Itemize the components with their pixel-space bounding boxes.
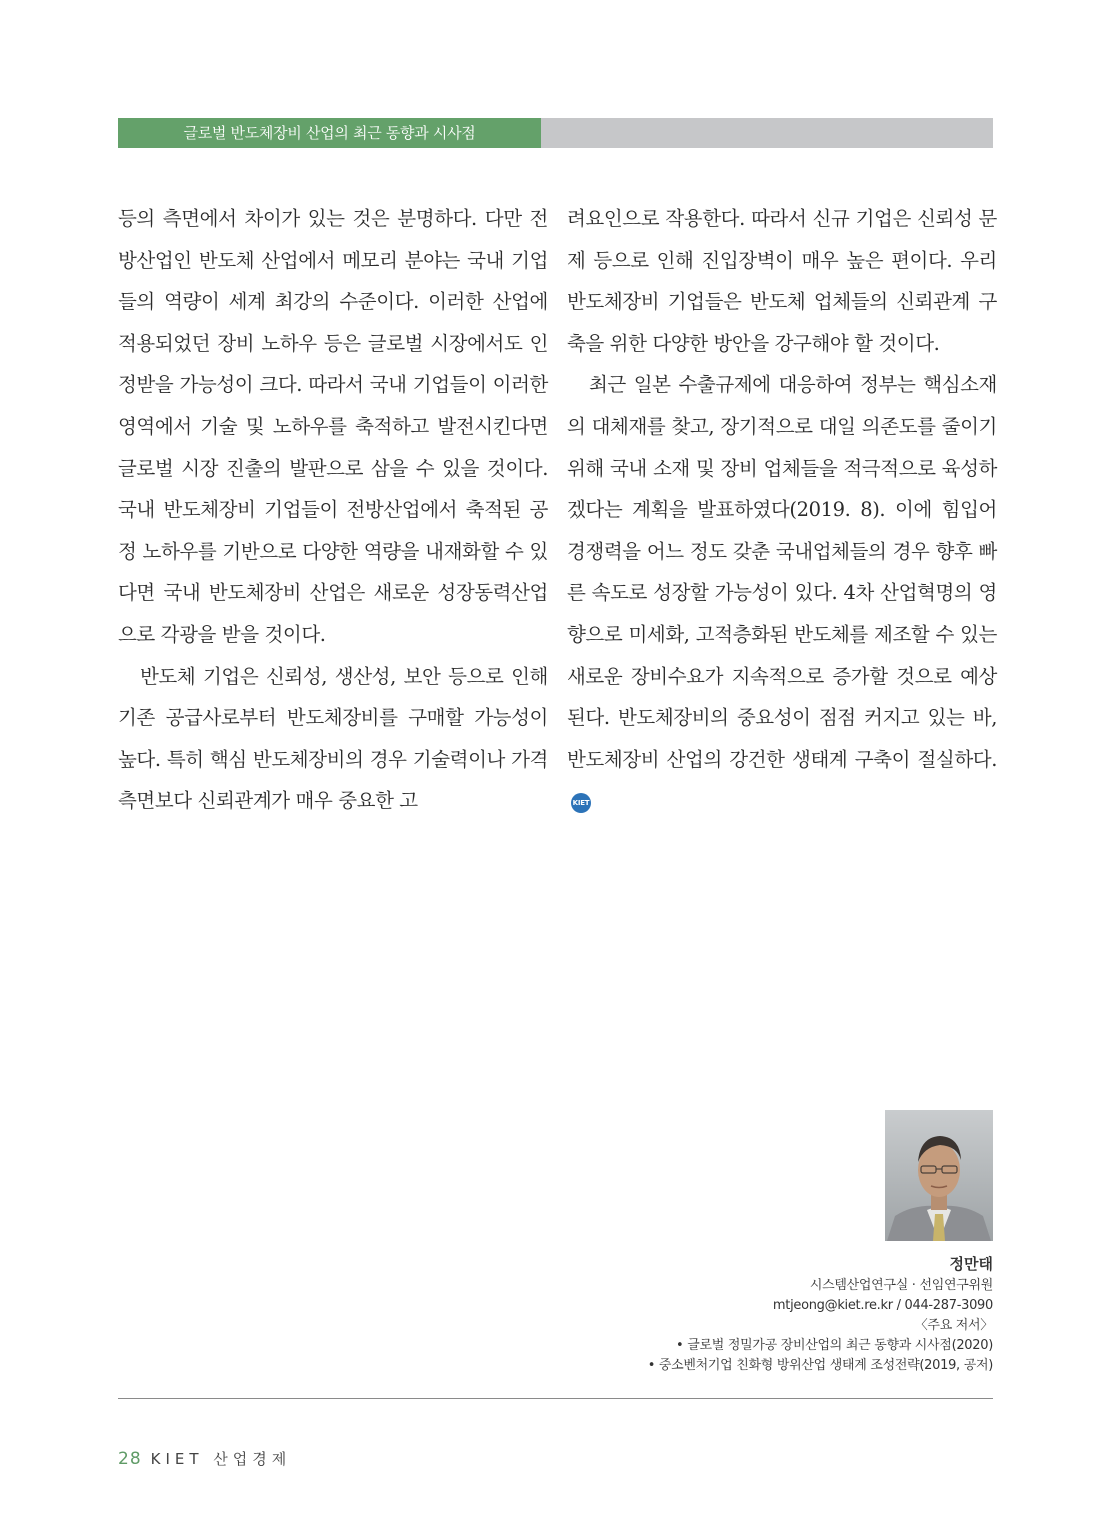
- body-paragraph: [567, 364, 997, 822]
- author-work-item: • 중소벤처기업 친화형 방위산업 생태계 조성전략(2019, 공저): [647, 1358, 993, 1373]
- author-contact: mtjeong@kiet.re.kr / 044-287-3090: [772, 1298, 993, 1313]
- body-paragraph: 려요인으로 작용한다. 따라서 신규 기업은 신뢰성 문제 등으로 인해 진입장벽이 매우 높은 편이다. 우리 반도체장비 기업들은 반도체 업체들의 신뢰관계 구축을 위한 다양한 방안을 강구해야 할 것이다.: [567, 207, 997, 355]
- author-info: [648, 1252, 993, 1376]
- magazine-name: KIET 산업경제: [150, 1450, 292, 1468]
- author-photo: [885, 1110, 993, 1241]
- author-work-item: • 글로벌 정밀가공 장비산업의 최근 동향과 시사점(2020): [676, 1338, 993, 1353]
- author-name: 정만태: [949, 1255, 993, 1273]
- body-paragraph: 반도체 기업은 신뢰성, 생산성, 보안 등으로 인해 기존 공급사로부터 반도체장비를 구매할 가능성이 높다. 특히 핵심 반도체장비의 경우 기술력이나 가격 측면보다 신뢰관계가 매우 중요한 고: [118, 664, 548, 813]
- author-portrait-image: [885, 1110, 993, 1241]
- running-header-bar: [118, 118, 993, 148]
- running-header-title: 글로벌 반도체장비 산업의 최근 동향과 시사점: [118, 118, 541, 148]
- author-works-heading: 〈주요 저서〉: [914, 1318, 993, 1333]
- page-number: 28: [118, 1449, 142, 1469]
- body-paragraph-text: 최근 일본 수출규제에 대응하여 정부는 핵심소재의 대체재를 찾고, 장기적으로 대일 의존도를 줄이기 위해 국내 소재 및 장비 업체들을 적극적으로 육성하겠다는 계획을 발표하였다(2019. 8). 이에 힘입어 경쟁력을 어느 정도 갖춘 국내업체들의 경우 향후 빠른 속도로 성장할 가능성이 있다. 4차 산업혁명의 영향으로 미세화, 고적층화된 반도체를 제조할 수 있는 새로운 장비수요가 지속적으로 증가할 것으로 예상된다. 반도체장비의 중요성이 점점 커지고 있는 바, 반도체장비 산업의 강건한 생태계 구축이 절실하다.: [567, 373, 997, 771]
- author-affiliation: 시스템산업연구실 · 선임연구위원: [809, 1278, 993, 1293]
- page-footer: [118, 1448, 291, 1469]
- left-column: [118, 198, 548, 822]
- right-column: [567, 198, 997, 822]
- kiet-end-mark-icon: KIET: [571, 793, 591, 813]
- body-paragraph: 등의 측면에서 차이가 있는 것은 분명하다. 다만 전방산업인 반도체 산업에서 메모리 분야는 국내 기업들의 역량이 세계 최강의 수준이다. 이러한 산업에 적용되었던 장비 노하우 등은 글로벌 시장에서도 인정받을 가능성이 크다. 따라서 국내 기업들이 이러한 영역에서 기술 및 노하우를 축적하고 발전시킨다면 글로벌 시장 진출의 발판으로 삼을 수 있을 것이다. 국내 반도체장비 기업들이 전방산업에서 축적된 공정 노하우를 기반으로 다양한 역량을 내재화할 수 있다면 국내 반도체장비 산업은 새로운 성장동력산업으로 각광을 받을 것이다.: [118, 207, 548, 646]
- footer-divider: [118, 1398, 993, 1399]
